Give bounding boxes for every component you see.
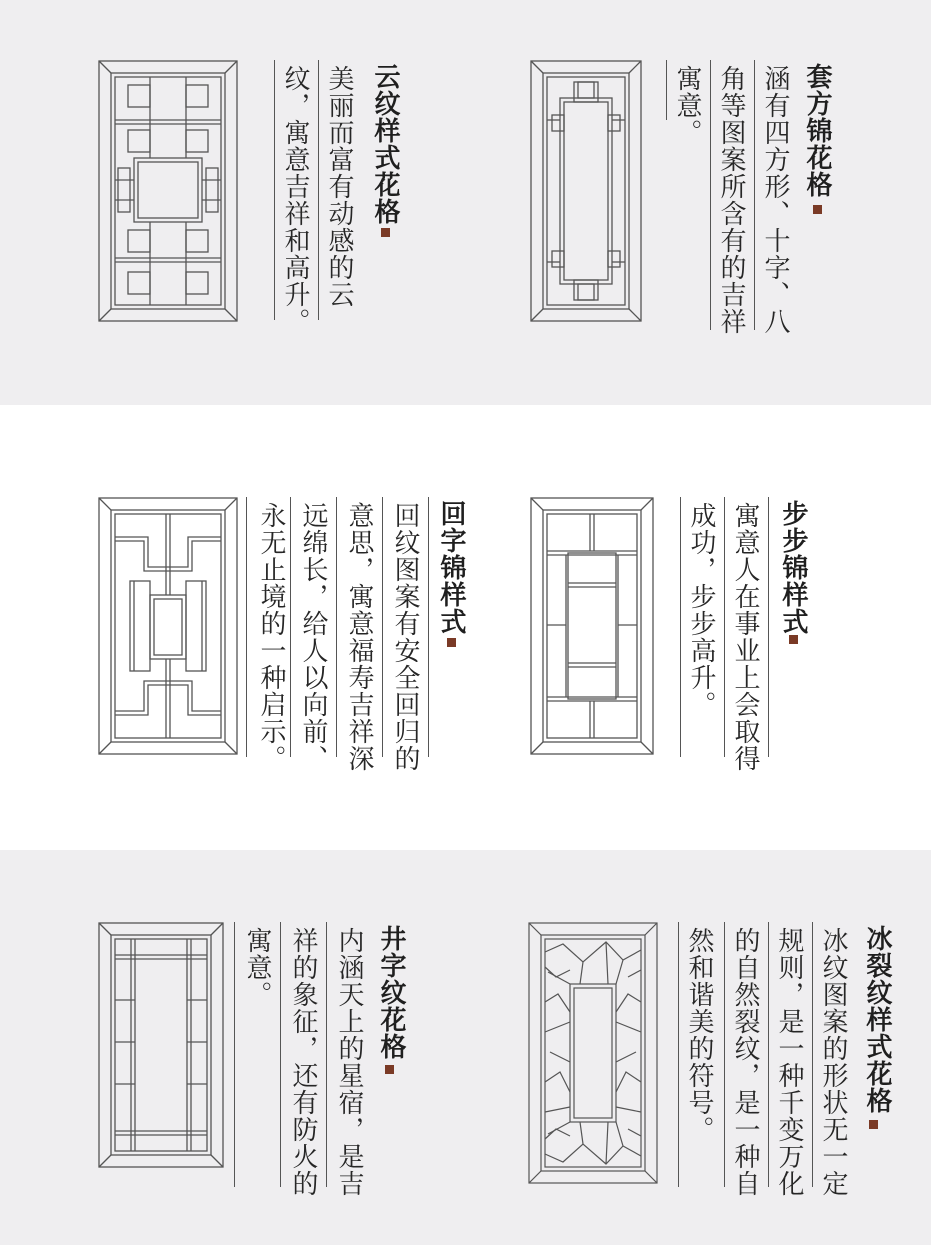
huizi-lattice-icon [98, 497, 238, 755]
pattern-title: 冰裂纹样式花格 [862, 925, 892, 1114]
body-text-line: 回纹图案有安全回归的 [390, 502, 420, 772]
title-marker [789, 635, 798, 644]
pattern-card-jingzi [98, 922, 418, 1197]
pattern-card-binglie [528, 922, 892, 1197]
body-text-line: 然和谐美的符号。 [684, 927, 714, 1143]
divider-line [336, 497, 337, 757]
body-text-line: 内涵天上的星宿，是吉 [334, 927, 364, 1197]
pattern-title: 步步锦样式 [778, 500, 808, 635]
body-text-line: 永无止境的一种启示。 [256, 502, 286, 772]
divider-line [318, 60, 319, 320]
pattern-card-bubujin [530, 497, 830, 772]
body-text-line: 寓意。 [242, 927, 272, 1008]
jingzi-lattice-icon [98, 922, 224, 1168]
body-text-line: 角等图案所含有的吉祥 [716, 65, 746, 335]
title-marker [385, 1065, 394, 1074]
divider-line [234, 922, 235, 1187]
yunwen-lattice-icon [98, 60, 238, 322]
pattern-card-yunwen [98, 60, 418, 335]
title-marker [381, 228, 390, 237]
bubujin-lattice-icon [530, 497, 654, 755]
divider-line [666, 60, 667, 120]
divider-line [274, 60, 275, 320]
title-marker [813, 205, 822, 214]
body-text-line: 寓意。 [672, 65, 702, 146]
body-text-line: 远绵长，给人以向前、 [298, 502, 328, 772]
divider-line [768, 497, 769, 757]
body-text-line: 祥的象征，还有防火的 [288, 927, 318, 1197]
body-text-line: 的自然裂纹，是一种自 [730, 927, 760, 1197]
title-marker [447, 638, 456, 647]
body-text-line: 涵有四方形、十字、八 [760, 65, 790, 335]
divider-line [290, 497, 291, 757]
divider-line [382, 497, 383, 757]
body-text-line: 冰纹图案的形状无一定 [818, 927, 848, 1197]
divider-line [724, 922, 725, 1187]
divider-line [768, 922, 769, 1187]
pattern-title: 井字纹花格 [376, 925, 406, 1060]
title-marker [869, 1120, 878, 1129]
body-text-line: 寓意人在事业上会取得 [730, 502, 760, 772]
taofang-lattice-icon [530, 60, 642, 322]
divider-line [428, 497, 429, 757]
divider-line [724, 497, 725, 757]
body-text-line: 意思，寓意福寿吉祥深 [344, 502, 374, 772]
divider-line [754, 60, 755, 330]
divider-line [326, 922, 327, 1187]
body-text-line: 美丽而富有动感的云 [324, 65, 354, 308]
pattern-card-taofang [530, 60, 832, 335]
binglie-lattice-icon [528, 922, 658, 1184]
body-text-line: 成功，步步高升。 [686, 502, 716, 718]
pattern-title: 云纹样式花格 [370, 63, 400, 225]
divider-line [678, 922, 679, 1187]
pattern-title: 套方锦花格 [802, 63, 832, 198]
divider-line [280, 922, 281, 1187]
body-text-line: 规则，是一种千变万化 [774, 927, 804, 1197]
divider-line [812, 922, 813, 1187]
divider-line [246, 497, 247, 757]
pattern-card-huizi [98, 497, 478, 772]
body-text-line: 纹，寓意吉祥和高升。 [280, 65, 310, 335]
divider-line [710, 60, 711, 330]
pattern-title: 回字锦样式 [436, 500, 466, 635]
divider-line [680, 497, 681, 757]
